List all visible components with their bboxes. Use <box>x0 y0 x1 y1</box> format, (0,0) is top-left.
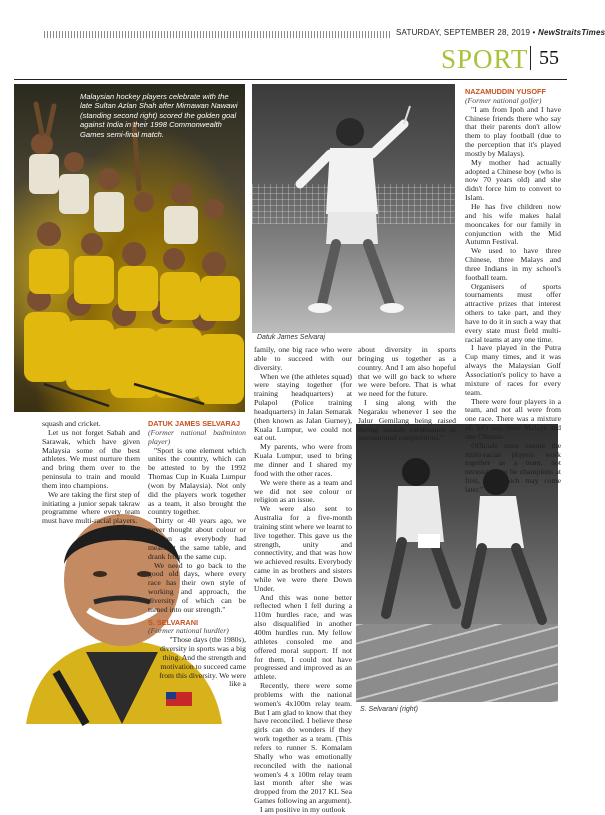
masthead-stripe <box>44 31 392 38</box>
article-column-1 <box>42 420 140 526</box>
article-column-5 <box>465 88 561 495</box>
speaker-name: NAZAMUDDIN YUSOFF <box>465 87 546 96</box>
paragraph: I sing along with the Negaraku whenever I see the Jalur Gemilang being raised during medals ceremonies in international competitions." <box>358 398 456 443</box>
paragraph: He has five children now and his wife makes halal mooncakes for our family in conjunction with the Mid Autumn Festival. <box>465 201 561 247</box>
section-divider <box>530 46 531 70</box>
paragraph: family, one big race who were able to succeed with our diversity. <box>254 345 352 372</box>
badminton-player-figure <box>292 104 412 314</box>
hockey-team-photo <box>14 84 245 412</box>
page-number: 55 <box>539 47 559 69</box>
speaker-role: (Former national hurdler) <box>148 626 229 636</box>
paragraph: "Sport is one element which unites the country, which can be attested to by the 1992 Thomas Cup in Kuala Lumpur (won by Malaysia). Not only did the players work together as a team, it also brought the country together. <box>148 445 246 517</box>
paragraph: squash and cricket. <box>42 419 101 428</box>
badminton-player-photo <box>252 84 455 333</box>
paragraph: We are taking the first step of initiating a junior sepak takraw programme where every team must have multi-racial players. <box>42 489 140 526</box>
hockey-photo-caption: Malaysian hockey players celebrate with the late Sultan Azlan Shah after Mirnawan Nawawi (standing second right) scored the golden goal against India in their 1998 Commonwealth Games semi-final match. <box>80 92 238 139</box>
speaker-role: (Former national golfer) <box>465 95 542 105</box>
hurdlers-photo-caption: S. Selvarani (right) <box>360 706 418 713</box>
paragraph: "Those days (the 1980s), diversity in sports was a big thing. And the strength and motivation to succeed came from this diversity. We were like a <box>159 635 246 689</box>
paragraph: Organisers of sports tournaments must offer attractive prizes that interest others to take part, and they have to do it in such a way that every state must field multi-racial teams at any one time. <box>465 281 561 344</box>
paragraph: We were there as a team and we did not see colour or religion as an issue. <box>254 477 352 505</box>
paragraph: And this was none better reflected when I fell during a 110m hurdles race, and was also disqualified in another 400m hurdles run. My fellow athletes consoled me and offered moral support. If not for them, I could not have progressed and improved as an athlete. <box>254 592 352 682</box>
paragraph: We need to go back to the good old days, where every race has their own style of working and approach, the diversity of which can be turned into our strength." <box>148 560 246 614</box>
issue-dateline: SATURDAY, SEPTEMBER 28, 2019 • NewStraitsTimes <box>396 28 605 37</box>
section-title: SPORT <box>441 44 529 74</box>
speaker-role: (Former national badminton player) <box>148 427 246 446</box>
paragraph: Let us not forget Sabah and Sarawak, which have given Malaysia some of the best athletes. We must nurture them and bring them over to the peninsula to train and mould them into champions. <box>42 427 140 490</box>
publication-name: NewStraitsTimes <box>537 28 605 37</box>
paragraph: I am positive in my outlook <box>260 804 346 814</box>
speaker-name: DATUK JAMES SELVARAJ <box>148 419 241 428</box>
badminton-photo-caption: Datuk James Selvaraj <box>257 334 326 341</box>
paragraph: Thirty or 40 years ago, we never thought about colour or religion as everybody had meals at the same table, and drank from the same cup. <box>148 516 246 561</box>
paragraph: I have played in the Putra Cup many times, and it was always the Malaysian Golf Association's policy to have a mixture of races for every team. <box>465 343 561 397</box>
paragraph: There were four players in a team, and not all were from one race. There was a mixture of, let's say, three Malays and one Chinese. <box>465 396 561 441</box>
paragraph: Officials must ensure the multi-racial players work together as a team, not necessarily to be champions at first, but which may come later." <box>465 440 561 494</box>
paragraph: When we (the athletes squad) were staying together (for training headquarters) at Pulapol (Police training headquarters) in Jalan Semarak (then known as Jalan Gurney), Kuala Lumpur, we could not eat out. <box>254 371 352 443</box>
paragraph: about diversity in sports bringing us together as a country. And I am also hopeful that we will go back to where we were before. That is what we need for the future. <box>358 345 456 399</box>
paragraph: "I am from Ipoh and I have Chinese friends there who say that their parents don't allow them to play football (due to the perception that it's played mostly by Malays). <box>465 104 561 158</box>
paragraph: My mother had actually adopted a Chinese boy (who is now 70 years old) and she didn't force him to convert to Islam. <box>465 157 561 203</box>
header-rule <box>14 79 567 80</box>
paragraph: My parents, who were from Kuala Lumpur, used to bring me dinner and I shared my food with the other races. <box>254 442 352 478</box>
article-column-3 <box>254 346 352 815</box>
paragraph: We used to have three Chinese, three Malays and three Indians in my school's football team. <box>465 246 561 282</box>
issue-date: SATURDAY, SEPTEMBER 28, 2019 <box>396 28 531 37</box>
article-column-2 <box>148 420 246 689</box>
paragraph: Recently, there were some problems with the national women's 4x100m relay team. But I am glad to know that they have reconciled. I believe these girls can do wonders if they work together as a team. (This refers to runner S. Komalam Shally who was emotionally reconciled with the national women's 4 x 100m relay team last month after she was dropped from the 2017 KL Sea Games following an argument). <box>254 681 352 806</box>
speaker-name: S. SELVARANI <box>148 617 199 627</box>
article-column-4 <box>358 346 456 443</box>
paragraph: We were also sent to Australia for a five-month training stint where we learnt to live together. This gave us the strength, unity and connectivity, and that was how we achieved results. Everybody came in as brothers and sisters while we were there Down Under. <box>254 504 352 593</box>
